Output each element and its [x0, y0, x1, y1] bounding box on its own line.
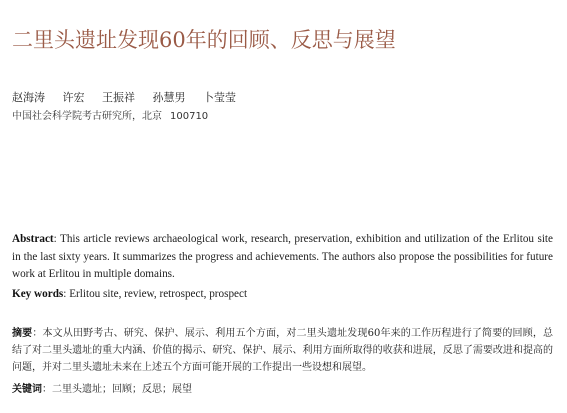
english-abstract [12, 231, 553, 284]
english-keywords-text: Erlitou site, review, retrospect, prospect [69, 288, 248, 300]
author-list [12, 90, 552, 106]
chinese-abstract [12, 325, 553, 376]
english-keywords-label: Key words [12, 288, 64, 300]
chinese-abstract-separator: ： [32, 328, 43, 339]
chinese-keywords-text: 二里头遗址；回顾；反思；展望 [52, 384, 192, 395]
chinese-keywords-separator: ： [42, 384, 52, 395]
author-affiliation [12, 110, 552, 124]
english-keywords-separator: : [63, 288, 70, 300]
author-name: 孙慧男 [152, 91, 186, 104]
author-name: 许宏 [62, 91, 85, 104]
chinese-keywords-label: 关键词 [12, 384, 42, 395]
article-title: 二里头遗址发现60年的回顾、反思与展望 [12, 28, 396, 53]
chinese-abstract-text: 本文从田野考古、研究、保护、展示、利用五个方面，对二里头遗址发现60年来的工作历程进行了简要的回顾，总结了对二里头遗址的重大内涵、价值的揭示、研究、保护、展示、利用方面所取得的收获和进展，反思了需要改进和提高的问题，并对二里头遗址未来在上述五个方面可能开展的工作提出一些设想和展望。 [12, 328, 554, 373]
english-abstract-label: Abstract [12, 233, 54, 245]
affiliation-institution: 中国社会科学院考古研究所，北京 [12, 111, 162, 122]
author-name: 王振祥 [102, 91, 135, 104]
author-name: 赵海涛 [12, 91, 45, 104]
english-abstract-separator: : [53, 233, 60, 245]
english-abstract-text: This article reviews archaeological work, research, preservation, exhibition and utilization of the Erlitou site in the last sixty years. It summarizes the progress and achievements. The authors also propose the possibilities for future work at Erlitou in multiple domains. [12, 233, 554, 280]
chinese-keywords [12, 381, 553, 398]
english-keywords [12, 286, 553, 303]
affiliation-postcode: 100710 [170, 111, 209, 122]
author-name: 卜莹莹 [203, 91, 236, 104]
chinese-abstract-label: 摘要 [12, 328, 33, 339]
